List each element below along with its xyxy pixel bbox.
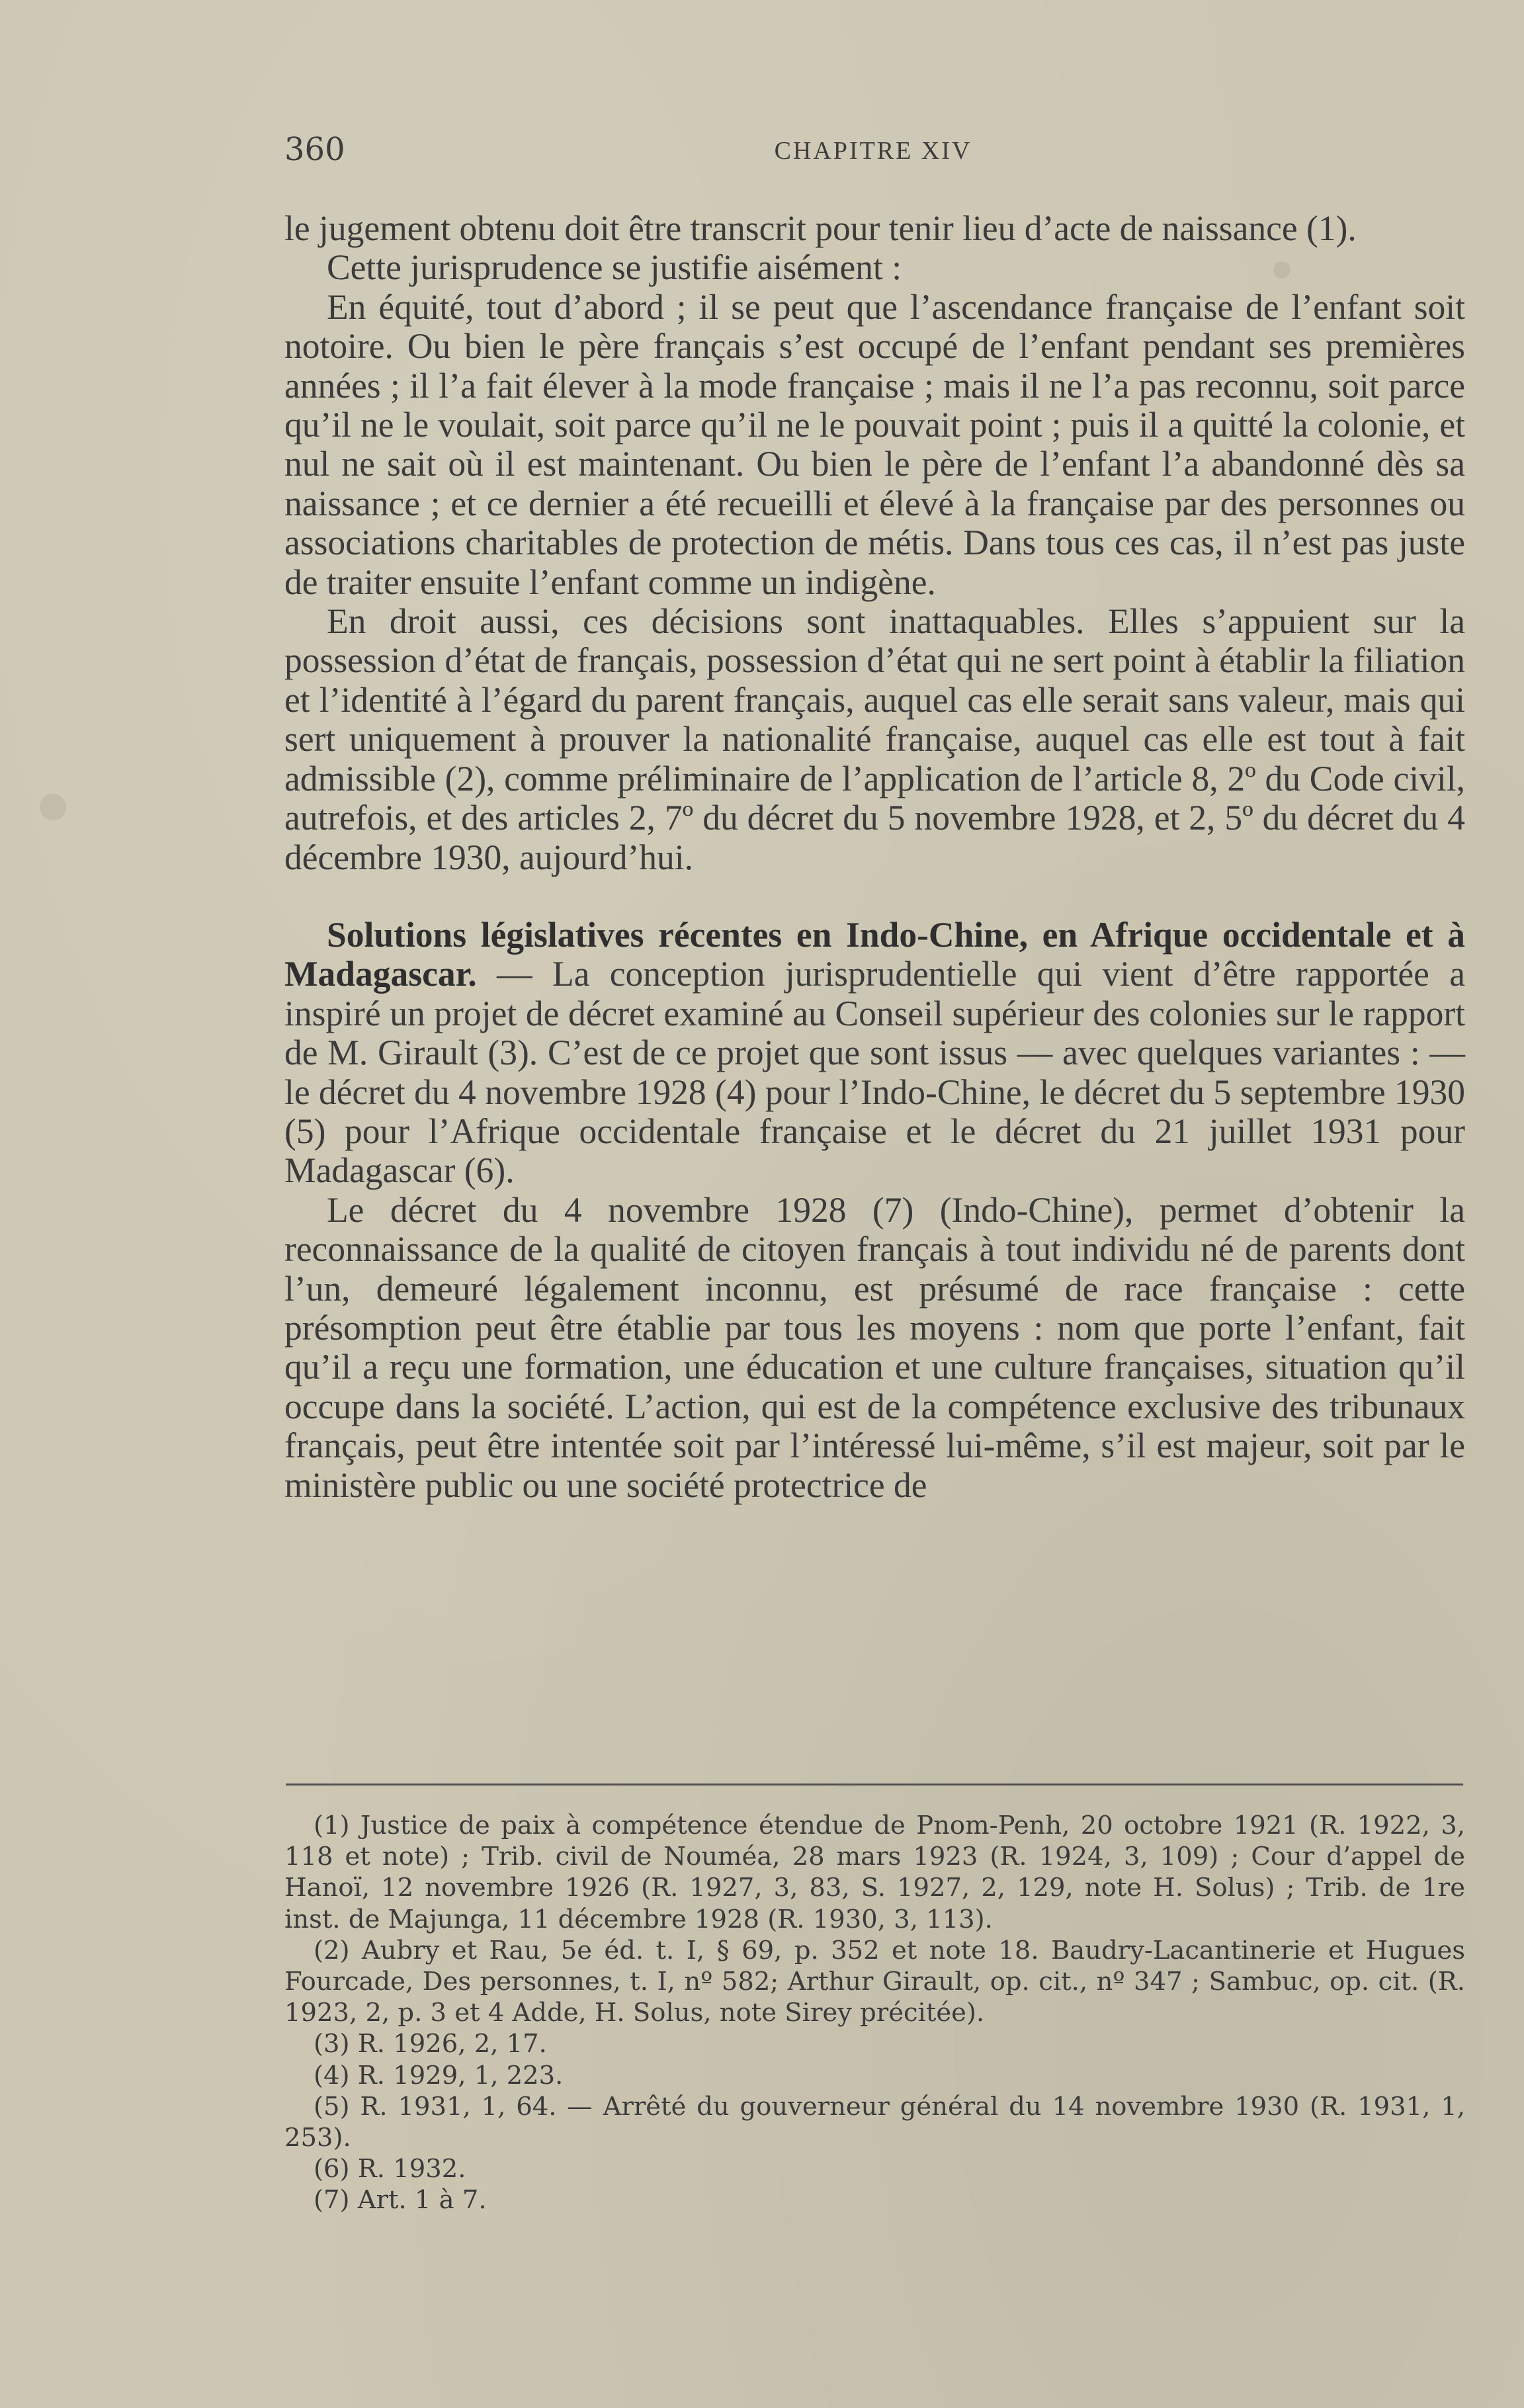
page-number: 360: [284, 131, 345, 168]
paragraph: En droit aussi, ces décisions sont inattaquables. Elles s’appuient sur la possession d’état de français, possession d’état qui ne sert point à établir la filiation et l’identité à l’égard du parent français, auquel cas elle serait sans valeur, mais qui sert uniquement à prouver la nationalité française, auquel cas elle est tout à fait admissible (2), comme préliminaire de l’application de l’article 8, 2º du Code civil, autrefois, et des articles 2, 7º du décret du 5 novembre 1928, et 2, 5º du décret du 4 décembre 1930, aujourd’hui.: [284, 601, 1465, 877]
footnote: (3) R. 1926, 2, 17.: [314, 2029, 547, 2059]
paragraph: Cette jurisprudence se justifie aisément :: [327, 247, 902, 288]
paper-spot: [40, 794, 66, 820]
paragraph: le jugement obtenu doit être transcrit pour tenir lieu d’acte de naissance (1).: [284, 208, 1357, 248]
section-text: — La conception jurisprudentielle qui vient d’être rapportée a inspiré un projet de décret examiné au Conseil supérieur des colonies sur le rapport de M. Girault (3). C’est de ce projet que sont issus — avec quelques variantes : — le décret du 4 novembre 1928 (4) pour l’Indo-Chine, le décret du 5 septembre 1930 (5) pour l’Afrique occidentale française et le décret du 21 juillet 1931 pour Madagascar (6).: [284, 954, 1465, 1191]
page-header: [284, 131, 1462, 177]
footnote: (7) Art. 1 à 7.: [314, 2185, 487, 2215]
section-title: Solutions législatives récentes en Indo-Chine, en Afrique occidentale et à Madagascar.: [284, 914, 1465, 994]
footnotes: [284, 1810, 1465, 2216]
paragraph: Le décret du 4 novembre 1928 (7) (Indo-Chine), permet d’obtenir la reconnaissance de la qualité de citoyen français à tout individu né de parents dont l’un, demeuré légalement inconnu, est présumé de race française : cette présomption peut être établie par tous les moyens : nom que porte l’enfant, fait qu’il a reçu une formation, une éducation et une culture françaises, situation qu’il occupe dans la société. L’action, qui est de la compétence exclusive des tribunaux français, peut être intentée soit par l’intéressé lui-même, s’il est majeur, soit par le ministère public ou une société protectrice de: [284, 1189, 1465, 1505]
footnote: (5) R. 1931, 1, 64. — Arrêté du gouverneur général du 14 novembre 1930 (R. 1931, 1, 253).: [284, 2091, 1465, 2153]
footnote: (2) Aubry et Rau, 5e éd. t. I, § 69, p. 352 et note 18. Baudry-Lacantinerie et Hugues Fourcade, Des personnes, t. I, nº 582; Arthur Girault, op. cit., nº 347 ; Sambuc, op. cit. (R. 1923, 2, p. 3 et 4 Adde, H. Solus, note Sirey précitée).: [284, 1935, 1465, 2028]
footnote: (1) Justice de paix à compétence étendue de Pnom-Penh, 20 octobre 1921 (R. 1922, 3, 118 et note) ; Trib. civil de Nouméa, 28 mars 1923 (R. 1924, 3, 109) ; Cour d’appel de Hanoï, 12 novembre 1926 (R. 1927, 3, 83, S. 1927, 2, 129, note H. Solus) ; Trib. de 1re inst. de Majunga, 11 décembre 1928 (R. 1930, 3, 113).: [284, 1811, 1465, 1934]
footnote: (4) R. 1929, 1, 223.: [314, 2060, 564, 2090]
paragraph: En équité, tout d’abord ; il se peut que l’ascendance française de l’enfant soit notoire. Ou bien le père français s’est occupé de l’enfant pendant ses premières années ; il l’a fait élever à la mode française ; mais il ne l’a pas reconnu, soit parce qu’il ne le voulait, soit parce qu’il ne le pouvait point ; puis il a quitté la colonie, et nul ne sait où il est maintenant. Ou bien le père de l’enfant l’a abandonné dès sa naissance ; et ce dernier a été recueilli et élevé à la française par des personnes ou associations charitables de protection de métis. Dans tous ces cas, il n’est pas juste de traiter ensuite l’enfant comme un indigène.: [284, 286, 1465, 602]
main-text: [284, 209, 1465, 1505]
running-head: CHAPITRE XIV: [774, 137, 972, 165]
footnote-divider: [286, 1784, 1463, 1785]
footnote: (6) R. 1932.: [314, 2154, 466, 2184]
section-paragraph: [284, 916, 1465, 1191]
